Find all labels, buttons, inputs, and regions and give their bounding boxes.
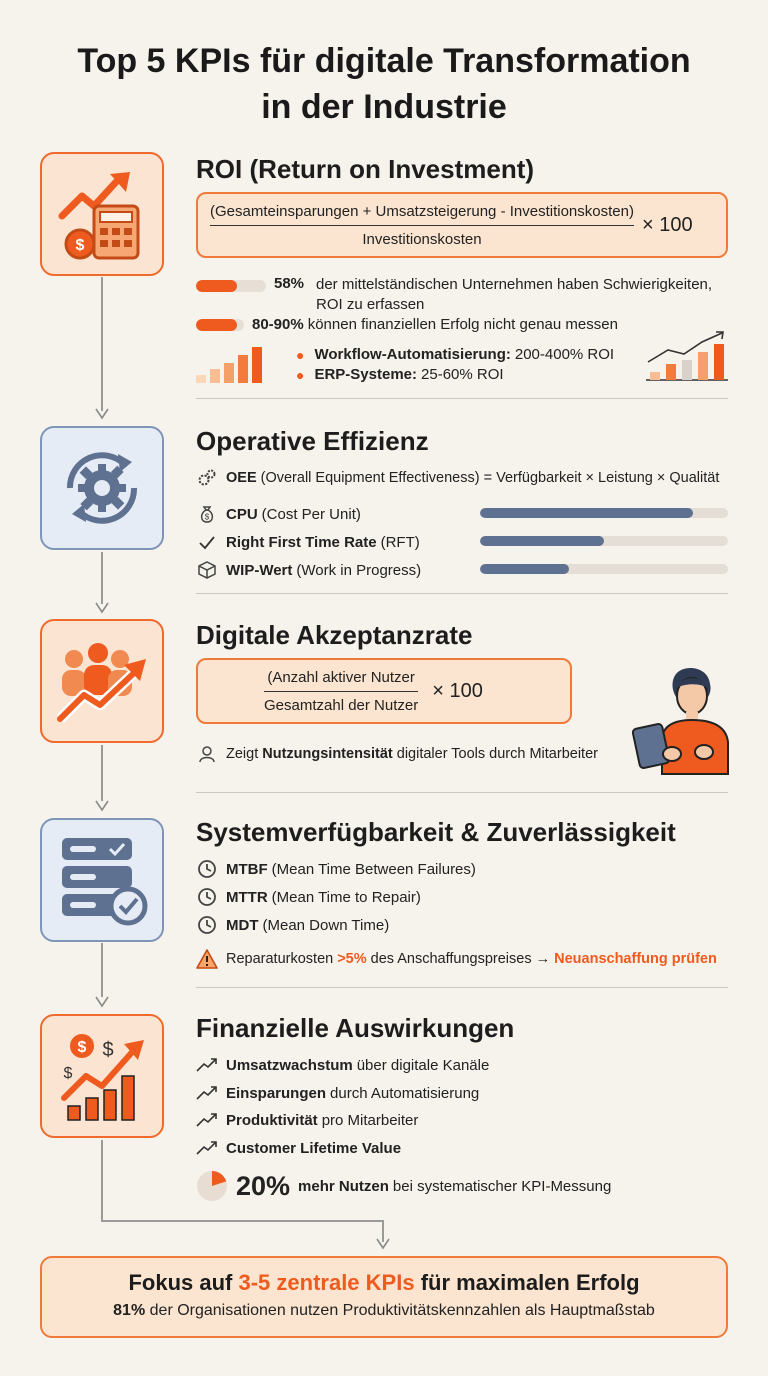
stat-text-line-1: der mittelständischen Unternehmen haben Schwierigkeiten, [316, 276, 713, 293]
stat-text [316, 275, 712, 315]
bullet-label: ERP-Systeme: [314, 366, 418, 383]
roi-heading: ROI (Return on Investment) [196, 154, 535, 184]
connector-bend [101, 1220, 384, 1222]
roi-times-100: × 100 [641, 213, 693, 236]
arrow-down-icon [95, 408, 109, 420]
roi-denominator: Investitionskosten [362, 230, 482, 248]
team-growth-icon [54, 633, 150, 729]
warning-mid: des Anschaffungspreises → [370, 951, 551, 967]
acceptance-fraction [264, 669, 418, 714]
footer-sub-text: der Organisationen nutzen Produktivitätskennzahlen als Hauptmaßstab [149, 1302, 655, 1319]
roi-calculator-icon [54, 166, 150, 262]
warning-action: Neuanschaffung prüfen [554, 951, 717, 967]
arrow-down-icon [376, 1238, 390, 1250]
stat-value: 58% [274, 275, 305, 292]
growth-chart-icon [646, 330, 728, 382]
roi-bullet-workflow [296, 346, 614, 363]
acceptance-icon-box [40, 619, 164, 743]
svg-text:$: $ [77, 1039, 87, 1056]
fraction-bar [210, 225, 634, 226]
oee-row [196, 467, 719, 489]
financial-item-umsatz [196, 1054, 489, 1076]
roi-numerator: (Gesamteinsparungen + Umsatzsteigerung - Investitionskosten) [210, 202, 634, 220]
section-divider [196, 987, 728, 988]
big-value: 20% [236, 1170, 291, 1201]
section-divider [196, 792, 728, 793]
warning-value: >5% [337, 951, 367, 967]
svg-text:$: $ [102, 1039, 114, 1061]
footer-callout [40, 1256, 728, 1338]
user-icon [196, 743, 218, 765]
connector-line-5 [101, 1140, 103, 1222]
financial-icon-box [40, 1014, 164, 1138]
footer-highlight: 3-5 zentrale KPIs [238, 1270, 415, 1295]
warning-pre: Reparaturkosten [226, 951, 334, 967]
financial-growth-icon [54, 1028, 150, 1124]
efficiency-heading: Operative Effizienz [196, 426, 429, 456]
bullet-dot-icon: ● [296, 366, 305, 383]
trend-up-icon [196, 1082, 218, 1104]
efficiency-icon-box [40, 426, 164, 550]
footer-subline [42, 1302, 726, 1320]
reliability-item-mttr [196, 886, 421, 908]
footer-pre: Fokus auf [128, 1270, 233, 1295]
connector-line-2 [101, 552, 103, 604]
item-label: Produktivität [226, 1111, 318, 1129]
bullet-value: 25-60% ROI [421, 366, 504, 383]
connector-line-1 [101, 277, 103, 411]
trend-up-icon [196, 1109, 218, 1131]
efficiency-item-wip [196, 559, 421, 581]
box-icon [196, 559, 218, 581]
section-divider [196, 593, 728, 594]
efficiency-item-rft [196, 531, 420, 553]
fraction-bar [264, 691, 418, 692]
stat-text-line-2: ROI zu erfassen [316, 296, 425, 313]
roi-fraction [210, 203, 634, 248]
clock-icon [196, 886, 218, 908]
svg-text:$: $ [204, 512, 210, 522]
acceptance-heading: Digitale Akzeptanzrate [196, 620, 473, 650]
roi-stat-58 [196, 275, 712, 315]
big-bold: mehr Nutzen [298, 1177, 389, 1195]
connector-line-3 [101, 745, 103, 801]
connector-line-4 [101, 943, 103, 997]
progress-bar-cpu [480, 508, 728, 518]
trend-up-icon [196, 1137, 218, 1159]
stat-value: 80-90% [252, 316, 304, 333]
item-label: Einsparungen [226, 1084, 327, 1102]
progress-bar-wip [480, 564, 728, 574]
reliability-warning [196, 948, 717, 970]
item-text: (RFT) [380, 533, 420, 551]
item-label: Umsatzwachstum [226, 1056, 353, 1074]
item-label: MTBF [226, 860, 268, 878]
arrow-down-icon [95, 800, 109, 812]
title-line-1: Top 5 KPIs für digitale Transformation [77, 42, 691, 80]
item-text: pro Mitarbeiter [321, 1111, 419, 1129]
stat-pill-58 [196, 280, 266, 292]
item-text: (Mean Time to Repair) [271, 888, 421, 906]
section-divider [196, 398, 728, 399]
efficiency-item-cpu [196, 503, 361, 525]
item-label: Right First Time Rate [226, 533, 377, 551]
checkmark-icon [196, 531, 218, 553]
note-pre: Zeigt [226, 746, 259, 762]
acceptance-times-100: × 100 [432, 679, 483, 702]
warning-icon [196, 948, 218, 970]
reliability-item-mdt [196, 914, 389, 936]
bullet-value: 200-400% ROI [514, 346, 615, 363]
acceptance-denominator: Gesamtzahl der Nutzer [264, 696, 419, 714]
money-bag-icon [196, 503, 218, 525]
acceptance-numerator: (Anzahl aktiver Nutzer [267, 668, 415, 686]
arrow-down-icon [95, 996, 109, 1008]
stat-pill-80-90 [196, 319, 244, 331]
item-label: MDT [226, 916, 259, 934]
progress-bar-rft [480, 536, 728, 546]
svg-text:$: $ [75, 237, 85, 254]
pie-20-percent-icon [196, 1170, 228, 1202]
bullet-dot-icon: ● [296, 346, 305, 363]
bullet-label: Workflow-Automatisierung: [314, 346, 511, 363]
title-line-2: in der Industrie [261, 88, 507, 126]
big-text: bei systematischer KPI-Messung [392, 1177, 612, 1195]
financial-heading: Finanzielle Auswirkungen [196, 1013, 515, 1043]
item-label: Customer Lifetime Value [226, 1139, 402, 1157]
item-text: (Mean Down Time) [262, 916, 390, 934]
item-label: CPU [226, 505, 258, 523]
note-post: digitaler Tools durch Mitarbeiter [396, 746, 598, 762]
financial-item-clv [196, 1137, 401, 1159]
server-check-icon [54, 832, 150, 928]
acceptance-formula-box [196, 658, 572, 724]
trend-up-icon [196, 1054, 218, 1076]
item-text: über digitale Kanäle [356, 1056, 490, 1074]
stat-text: können finanziellen Erfolg nicht genau messen [307, 316, 618, 333]
gear-cycle-icon [54, 440, 150, 536]
footer-headline [42, 1270, 726, 1296]
financial-item-einsparungen [196, 1082, 479, 1104]
oee-label: OEE [226, 470, 257, 486]
item-text: (Work in Progress) [296, 561, 422, 579]
person-with-tablet-illustration [632, 664, 732, 776]
roi-formula-box [196, 192, 728, 258]
oee-text: (Overall Equipment Effectiveness) = Verfügbarkeit × Leistung × Qualität [260, 470, 720, 486]
financial-item-produktivitaet [196, 1109, 418, 1131]
reliability-heading: Systemverfügbarkeit & Zuverlässigkeit [196, 817, 676, 847]
gears-icon [196, 467, 218, 489]
item-label: MTTR [226, 888, 268, 906]
clock-icon [196, 858, 218, 880]
clock-icon [196, 914, 218, 936]
item-text: (Cost Per Unit) [261, 505, 361, 523]
arrow-down-icon [95, 602, 109, 614]
svg-text:$: $ [63, 1065, 73, 1082]
reliability-item-mtbf [196, 858, 476, 880]
item-text: (Mean Time Between Failures) [271, 860, 476, 878]
roi-bullet-erp [296, 366, 504, 383]
acceptance-note [196, 743, 598, 765]
footer-sub-bold: 81% [113, 1302, 146, 1319]
financial-highlight [196, 1170, 611, 1202]
item-text: durch Automatisierung [330, 1084, 480, 1102]
reliability-icon-box [40, 818, 164, 942]
roi-stat-80-90 [196, 316, 618, 333]
roi-icon-box [40, 152, 164, 276]
footer-post: für maximalen Erfolg [420, 1270, 640, 1295]
item-label: WIP-Wert [226, 561, 293, 579]
page-title [20, 38, 748, 130]
note-bold: Nutzungsintensität [262, 746, 393, 762]
small-bars-icon [196, 345, 276, 383]
